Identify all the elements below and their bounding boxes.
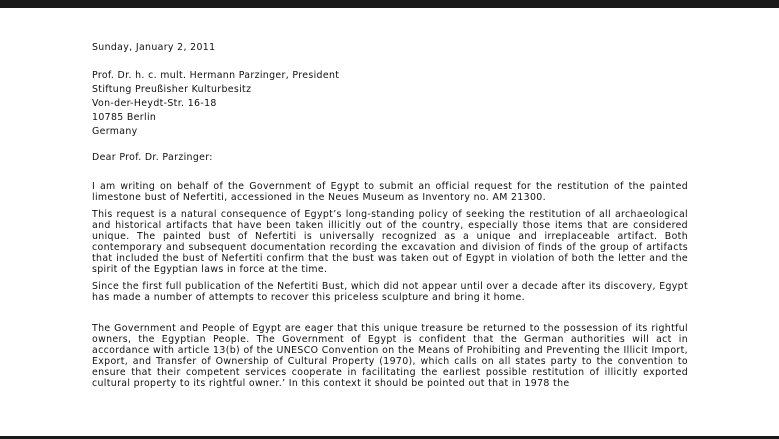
recipient-address — [92, 70, 688, 137]
recipient-country: Germany — [92, 126, 138, 137]
body-paragraph-4: The Government and People of Egypt are eager that this unique treasure be returned to the possession of its rightful owners, the Egyptian People. The Government of Egypt is confident that the German authorities will act in accordance with article 13(b) of the UNESCO Convention on the Means of Prohibiting and Preventing the Illicit Import, Export, and Transfer of Ownership of Cultural Property (1970), which calls on all states party to the convention to ensure that their competent services cooperate in facilitating the earliest possible restitution of illicitly exported cultural property to its rightful owner.’ In this context it should be pointed out that in 1978 the — [92, 323, 688, 389]
recipient-city: 10785 Berlin — [92, 112, 157, 123]
recipient-organization: Stiftung Preußisher Kulturbesitz — [92, 84, 252, 95]
body-paragraph-3: Since the first full publication of the Nefertiti Bust, which did not appear until over a decade after its discovery, Egypt has made a number of attempts to recover this priceless sculpture and bring it home. — [92, 281, 688, 303]
letter-page — [92, 42, 688, 389]
recipient-name: Prof. Dr. h. c. mult. Hermann Parzinger, President — [92, 70, 340, 81]
salutation: Dear Prof. Dr. Parzinger: — [92, 152, 213, 163]
body-paragraph-1: I am writing on behalf of the Government of Egypt to submit an official request for the restitution of the painted limestone bust of Nefertiti, accessioned in the Neues Museum as Inventory no. AM 21300. — [92, 181, 688, 203]
top-border — [0, 0, 779, 8]
body-paragraph-2: This request is a natural consequence of Egypt’s long-standing policy of seeking the restitution of all archaeological and historical artifacts that have been taken illicitly out of the country, especially those items that are considered unique. The painted bust of Nefertiti is universally recognized as a unique and irreplaceable artifact. Both contemporary and subsequent documentation recording the excavation and division of finds of the group of artifacts that included the bust of Nefertiti confirm that the bust was taken out of Egypt in violation of both the letter and the spirit of the Egyptian laws in force at the time. — [92, 209, 688, 275]
recipient-street: Von-der-Heydt-Str. 16-18 — [92, 98, 217, 109]
letter-date: Sunday, January 2, 2011 — [92, 42, 216, 53]
